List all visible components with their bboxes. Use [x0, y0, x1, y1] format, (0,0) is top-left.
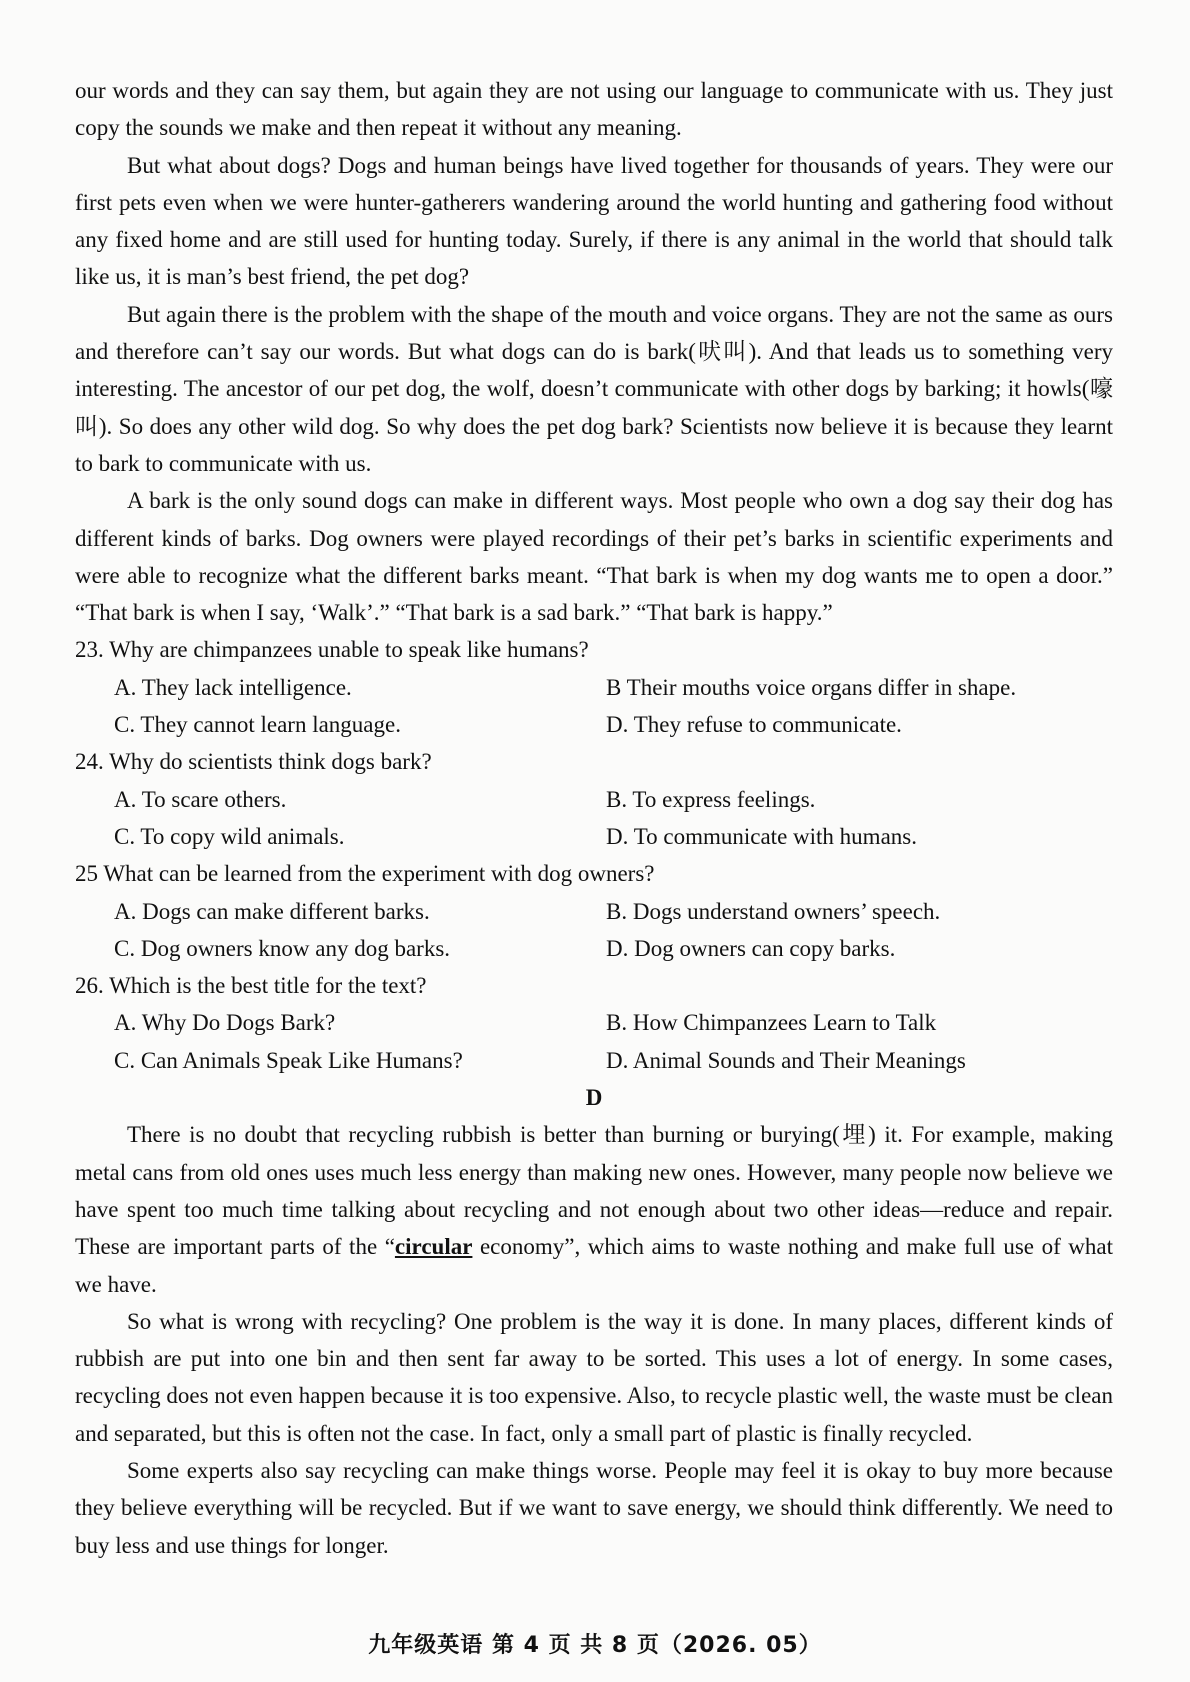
option-c: C. To copy wild animals.	[114, 823, 345, 849]
option-b: B Their mouths voice organs differ in shape.	[606, 674, 1017, 700]
section-d-heading: D	[585, 1085, 603, 1111]
option-d: D. They refuse to communicate.	[606, 712, 902, 738]
underlined-keyword: circular	[394, 1234, 473, 1260]
question-stem: 26. Which is the best title for the text?	[75, 973, 427, 999]
page-content	[75, 72, 1113, 1564]
passage-d-paragraph-1	[75, 1116, 1113, 1302]
option-a: A. To scare others.	[114, 786, 287, 812]
question-stem: 23. Why are chimpanzees unable to speak like humans?	[75, 637, 589, 663]
option-b: B. Dogs understand owners’ speech.	[606, 898, 941, 924]
question-23	[75, 631, 1113, 743]
option-a: A. Dogs can make different barks.	[114, 898, 430, 924]
option-d: D. Animal Sounds and Their Meanings	[606, 1047, 966, 1073]
option-c: C. Can Animals Speak Like Humans?	[114, 1047, 463, 1073]
option-b: B. To express feelings.	[606, 786, 816, 812]
question-stem: 24. Why do scientists think dogs bark?	[75, 749, 432, 775]
question-24	[75, 743, 1113, 855]
passage-d-paragraph-2: So what is wrong with recycling? One problem is the way it is done. In many places, different kinds of rubbish are put into one bin and then sent far away to be sorted. This uses a lot of energy. In some cases, recycling does not even happen because it is too expensive. Also, to recycle plastic well, the waste must be clean and separated, but this is often not the case. In fact, only a small part of plastic is finally recycled.	[75, 1308, 1113, 1446]
passage-d-paragraph-3: Some experts also say recycling can make things worse. People may feel it is okay to buy more because they believe everything will be recycled. But if we want to save energy, we should think differently. We need to buy less and use things for longer.	[75, 1457, 1113, 1558]
question-26	[75, 967, 1113, 1079]
option-d: D. To communicate with humans.	[606, 823, 917, 849]
option-c: C. Dog owners know any dog barks.	[114, 935, 451, 961]
passage-c-paragraph-1: But what about dogs? Dogs and human beings have lived together for thousands of years. They were our first pets even when we were hunter-gatherers wandering around the world hunting and gathering food without any fixed home and are still used for hunting today. Surely, if there is any animal in the world that should talk like us, it is man’s best friend, the pet dog?	[75, 152, 1113, 290]
option-grid	[114, 781, 1113, 856]
option-grid	[114, 1004, 1113, 1079]
option-grid	[114, 893, 1113, 968]
passage-c-paragraph-0: our words and they can say them, but again they are not using our language to communicate with us. They just copy the sounds we make and then repeat it without any meaning.	[75, 78, 1113, 141]
question-stem: 25 What can be learned from the experiment with dog owners?	[75, 861, 655, 887]
option-a: A. Why Do Dogs Bark?	[114, 1010, 336, 1036]
passage-c-paragraph-3: A bark is the only sound dogs can make in different ways. Most people who own a dog say their dog has different kinds of barks. Dog owners were played recordings of their pet’s barks in scientific experiments and were able to recognize what the different barks meant. “That bark is when my dog wants me to open a door.” “That bark is when I say, ‘Walk’.” “That bark is a sad bark.” “That bark is happy.”	[75, 488, 1113, 626]
page-footer: 九年级英语 第 4 页 共 8 页（2026. 05）	[368, 1633, 822, 1658]
option-c: C. They cannot learn language.	[114, 712, 401, 738]
option-d: D. Dog owners can copy barks.	[606, 935, 896, 961]
paragraph-text: economy”, which aims to waste nothing and make full use of what we have.	[75, 1234, 1113, 1297]
option-a: A. They lack intelligence.	[114, 674, 352, 700]
passage-c-paragraph-2: But again there is the problem with the shape of the mouth and voice organs. They are not the same as ours and therefore can’t say our words. But what dogs can do is bark(吠叫). And that leads us to something very interesting. The ancestor of our pet dog, the wolf, doesn’t communicate with other dogs by barking; it howls(嚎叫). So does any other wild dog. So why does the pet dog bark? Scientists now believe it is because they learnt to bark to communicate with us.	[75, 301, 1113, 476]
option-b: B. How Chimpanzees Learn to Talk	[606, 1010, 937, 1036]
paragraph-text: There is no doubt that recycling rubbish is better than burning or burying(埋) it. For example, making metal cans from old ones uses much less energy than making new ones. However, many people now believe we have spent too much time talking about recycling and not enough about two other ideas—reduce and repair. These are important parts of the “	[75, 1122, 1113, 1260]
question-25	[75, 855, 1113, 967]
option-grid	[114, 669, 1113, 744]
